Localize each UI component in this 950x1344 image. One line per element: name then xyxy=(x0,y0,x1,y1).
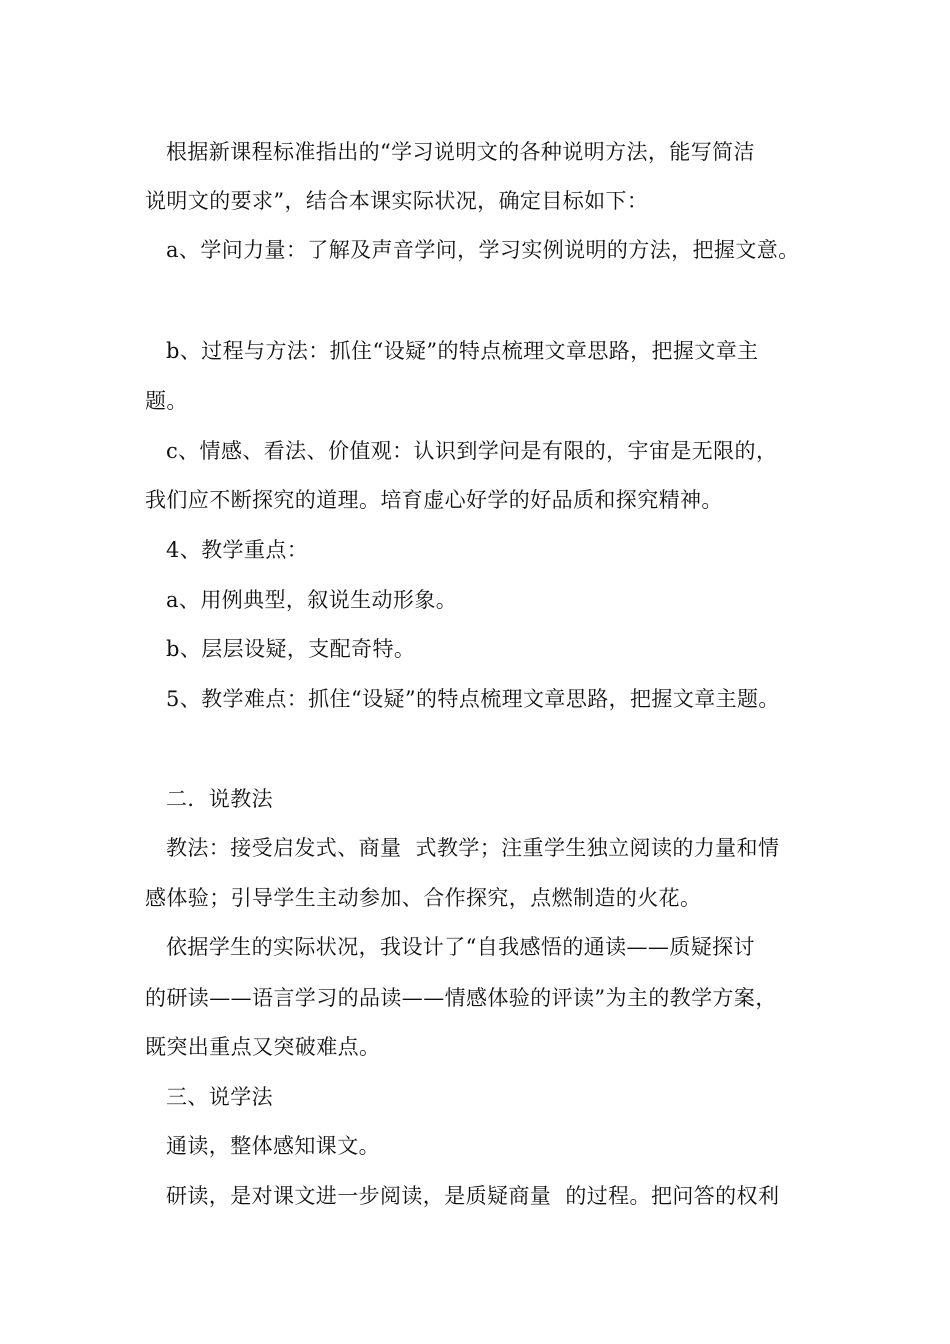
paragraph-line: 的研读——语言学习的品读——情感体验的评读”为主的教学方案， xyxy=(145,986,777,1010)
section-heading-difficulties: 5、教学难点：抓住“设疑”的特点梳理文章思路，把握文章主题。 xyxy=(166,687,780,711)
paragraph-line: 题。 xyxy=(145,389,188,413)
paragraph-line: 说明文的要求”，结合本课实际状况，确定目标如下： xyxy=(145,189,649,213)
paragraph-line: 教法：接受启发式、商量 式教学；注重学生独立阅读的力量和情 xyxy=(166,836,780,860)
paragraph-line: 依据学生的实际状况，我设计了“自我感悟的通读——质疑探讨 xyxy=(166,935,755,959)
paragraph-line: 根据新课程标准指出的“学习说明文的各种说明方法，能写简洁 xyxy=(166,140,755,164)
paragraph-line: 我们应不断探究的道理。培育虚心好学的好品质和探究精神。 xyxy=(145,488,723,512)
list-item: a、用例典型，叙说生动形象。 xyxy=(166,588,458,612)
objective-emotion-line: c、情感、看法、价值观：认识到学问是有限的，宇宙是无限的， xyxy=(166,439,778,463)
section-heading-key-points: 4、教学重点： xyxy=(166,538,309,562)
section-heading-teaching-method: 二．说教法 xyxy=(166,787,273,811)
paragraph-line: 感体验；引导学生主动参加、合作探究，点燃制造的火花。 xyxy=(145,886,702,910)
paragraph-line: 通读，整体感知课文。 xyxy=(166,1134,380,1158)
objective-process-line: b、过程与方法：抓住“设疑”的特点梳理文章思路，把握文章主 xyxy=(166,339,759,363)
paragraph-line: 既突出重点又突破难点。 xyxy=(145,1035,381,1059)
objective-knowledge-line: a、学问力量：了解及声音学问，学习实例说明的方法，把握文意。 xyxy=(166,238,800,262)
list-item: b、层层设疑，支配奇特。 xyxy=(166,637,416,661)
paragraph-line: 研读，是对课文进一步阅读，是质疑商量 的过程。把问答的权利 xyxy=(166,1184,780,1208)
section-heading-learning-method: 三、说学法 xyxy=(166,1085,273,1109)
